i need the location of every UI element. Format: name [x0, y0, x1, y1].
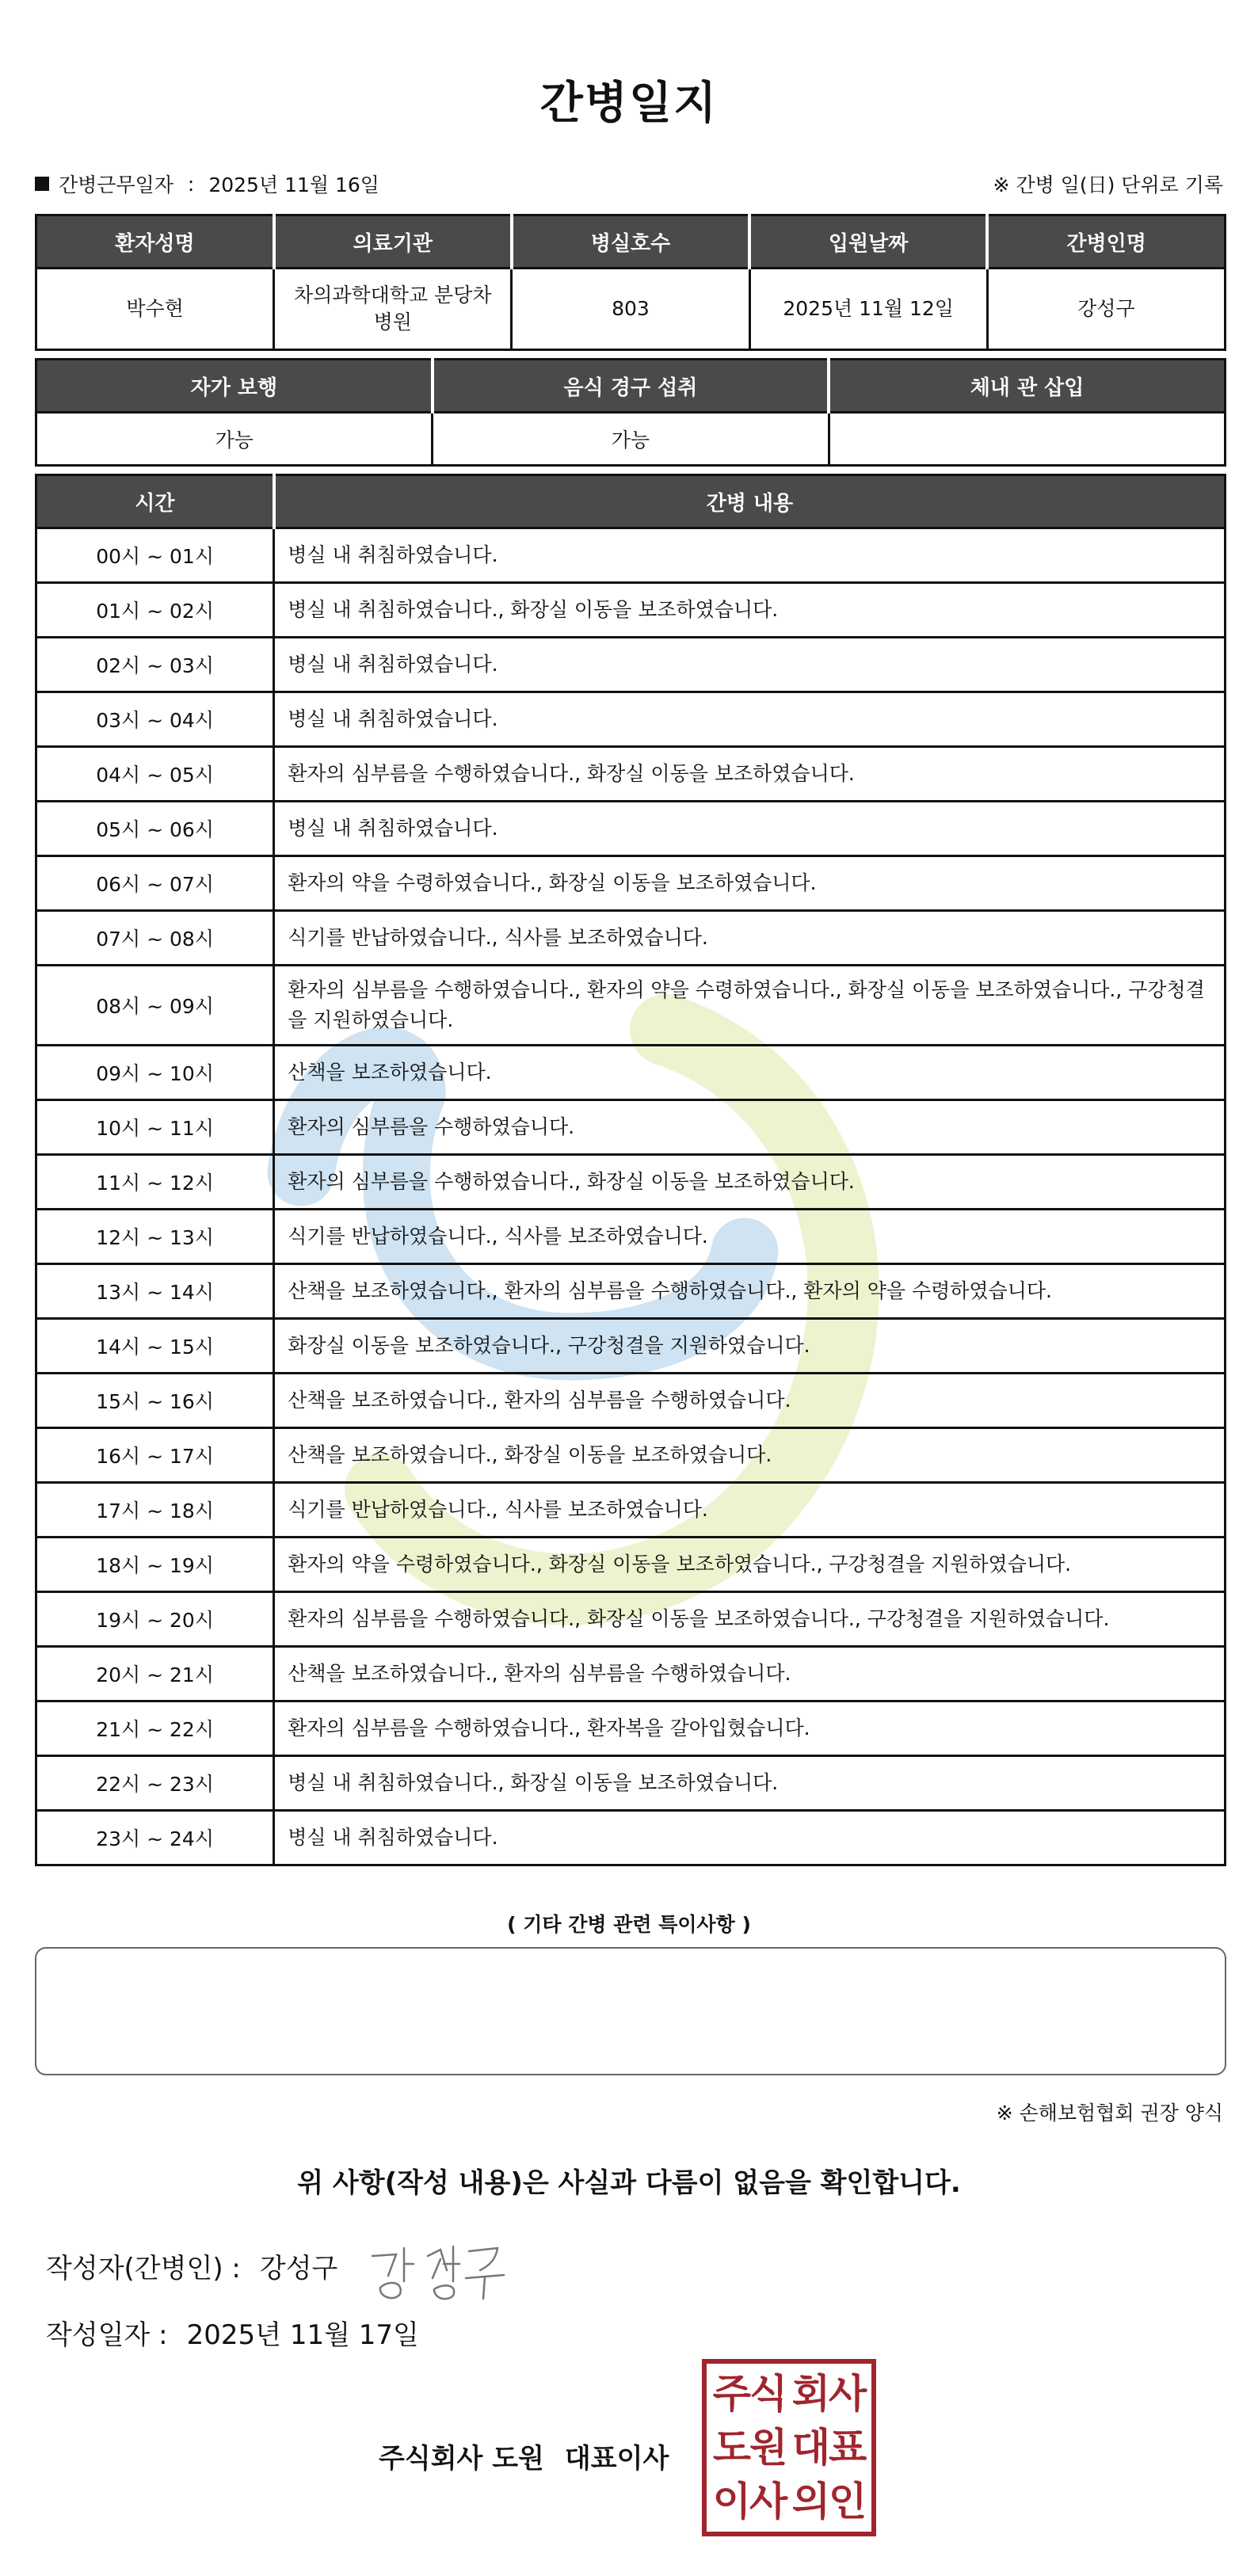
header-tube-insertion: 체내 관 삽입: [829, 360, 1225, 413]
write-date-value: 2025년 11월 17일: [186, 2319, 419, 2351]
log-time-cell: 00시 ~ 01시: [36, 528, 274, 583]
seal-char: 회사: [791, 2371, 866, 2417]
company-representative-title: 대표이사: [564, 2443, 669, 2475]
log-time-cell: 04시 ~ 05시: [36, 747, 274, 802]
care-log-table: [35, 474, 1226, 1866]
header-patient-name: 환자성명: [36, 215, 274, 269]
log-time-cell: 12시 ~ 13시: [36, 1210, 274, 1264]
log-time-cell: 21시 ~ 22시: [36, 1701, 274, 1756]
work-date-group: [35, 170, 379, 198]
log-content-cell: 환자의 약을 수령하였습니다., 화장실 이동을 보조하였습니다.: [274, 856, 1226, 911]
care-log-row: [36, 1100, 1226, 1155]
company-line: [379, 2437, 669, 2475]
log-time-cell: 15시 ~ 16시: [36, 1374, 274, 1428]
care-log-row: [36, 1701, 1226, 1756]
care-log-row: [36, 692, 1226, 747]
care-log-row: [36, 856, 1226, 911]
header-hospital: 의료기관: [274, 215, 512, 269]
notes-box[interactable]: [35, 1947, 1226, 2075]
log-time-cell: 13시 ~ 14시: [36, 1264, 274, 1319]
care-log-row: [36, 802, 1226, 856]
meta-row: [35, 170, 1223, 201]
header-care-content: 간병 내용: [274, 475, 1226, 528]
log-content-cell: 환자의 심부름을 수행하였습니다.: [274, 1100, 1226, 1155]
log-time-cell: 14시 ~ 15시: [36, 1319, 274, 1374]
log-time-cell: 01시 ~ 02시: [36, 583, 274, 638]
care-log-row: [36, 1264, 1226, 1319]
seal-char: 대표: [791, 2425, 866, 2471]
log-content-cell: 식기를 반납하였습니다., 식사를 보조하였습니다.: [274, 1210, 1226, 1264]
header-admission-date: 입원날짜: [749, 215, 987, 269]
care-log-body: [36, 528, 1226, 1865]
care-log-row: [36, 1374, 1226, 1428]
log-content-cell: 식기를 반납하였습니다., 식사를 보조하였습니다.: [274, 1483, 1226, 1538]
log-content-cell: 병실 내 취침하였습니다.: [274, 802, 1226, 856]
unit-note: ※ 간병 일(日) 단위로 기록: [993, 173, 1223, 196]
log-content-cell: 산책을 보조하였습니다., 환자의 심부름을 수행하였습니다.: [274, 1647, 1226, 1701]
seal-char: 도원: [712, 2425, 787, 2471]
log-time-cell: 22시 ~ 23시: [36, 1756, 274, 1811]
log-time-cell: 20시 ~ 21시: [36, 1647, 274, 1701]
seal-char: 주식: [712, 2371, 787, 2417]
work-date-separator: :: [187, 172, 195, 196]
log-content-cell: 병실 내 취침하였습니다., 화장실 이동을 보조하였습니다.: [274, 1756, 1226, 1811]
log-content-cell: 병실 내 취침하였습니다., 화장실 이동을 보조하였습니다.: [274, 583, 1226, 638]
log-content-cell: 환자의 심부름을 수행하였습니다., 화장실 이동을 보조하였습니다.: [274, 1155, 1226, 1210]
care-log-row: [36, 1210, 1226, 1264]
care-log-row: [36, 911, 1226, 966]
seal-char: 의인: [791, 2479, 866, 2525]
patient-name: 박수현: [36, 269, 274, 350]
log-time-cell: 23시 ~ 24시: [36, 1811, 274, 1865]
ability-header-row: [36, 360, 1226, 413]
log-time-cell: 17시 ~ 18시: [36, 1483, 274, 1538]
patient-info-table: [35, 214, 1226, 351]
log-time-cell: 02시 ~ 03시: [36, 638, 274, 692]
care-log-row: [36, 1428, 1226, 1483]
care-log-row: [36, 966, 1226, 1046]
insurance-note: ※ 손해보험협회 권장 양식: [996, 2102, 1223, 2124]
log-content-cell: 환자의 심부름을 수행하였습니다., 환자복을 갈아입혔습니다.: [274, 1701, 1226, 1756]
caregiver-name: 강성구: [987, 269, 1225, 350]
log-time-cell: 11시 ~ 12시: [36, 1155, 274, 1210]
log-content-cell: 병실 내 취침하였습니다.: [274, 1811, 1226, 1865]
log-time-cell: 06시 ~ 07시: [36, 856, 274, 911]
log-time-cell: 08시 ~ 09시: [36, 966, 274, 1046]
handwritten-signature: [364, 2232, 523, 2304]
care-log-row: [36, 747, 1226, 802]
writer-label: 작성자(간병인) :: [46, 2253, 241, 2284]
work-date-label: 간병근무일자: [59, 173, 173, 196]
patient-info-value-row: [36, 269, 1226, 350]
header-caregiver-name: 간병인명: [987, 215, 1225, 269]
care-log-row: [36, 1811, 1226, 1865]
header-time: 시간: [36, 475, 274, 528]
log-content-cell: 환자의 심부름을 수행하였습니다., 환자의 약을 수령하였습니다., 화장실 이동을 보조하였습니다., 구강청결을 지원하였습니다.: [274, 966, 1226, 1046]
notes-title: ( 기타 간병 관련 특이사항 ): [507, 1913, 751, 1936]
log-content-cell: 병실 내 취침하였습니다.: [274, 528, 1226, 583]
care-log-row: [36, 1647, 1226, 1701]
log-content-cell: 병실 내 취침하였습니다.: [274, 638, 1226, 692]
log-content-cell: 화장실 이동을 보조하였습니다., 구강청결을 지원하였습니다.: [274, 1319, 1226, 1374]
care-log-row: [36, 583, 1226, 638]
care-log-row: [36, 1592, 1226, 1647]
log-content-cell: 식기를 반납하였습니다., 식사를 보조하였습니다.: [274, 911, 1226, 966]
log-content-cell: 산책을 보조하였습니다.: [274, 1046, 1226, 1100]
write-date-label: 작성일자 :: [46, 2319, 168, 2351]
writer-line: [46, 2246, 337, 2285]
log-content-cell: 산책을 보조하였습니다., 환자의 심부름을 수행하였습니다.: [274, 1374, 1226, 1428]
care-log-row: [36, 1538, 1226, 1592]
admission-date: 2025년 11월 12일: [749, 269, 987, 350]
patient-ability-table: [35, 358, 1226, 467]
care-log-header-row: [36, 475, 1226, 528]
log-content-cell: 환자의 약을 수령하였습니다., 화장실 이동을 보조하였습니다., 구강청결을 지원하였습니다.: [274, 1538, 1226, 1592]
seal-char: 이사: [712, 2479, 787, 2525]
log-time-cell: 10시 ~ 11시: [36, 1100, 274, 1155]
log-time-cell: 18시 ~ 19시: [36, 1538, 274, 1592]
page-title: 간병일지: [539, 78, 719, 129]
header-room-number: 병실호수: [512, 215, 749, 269]
log-content-cell: 환자의 심부름을 수행하였습니다., 화장실 이동을 보조하였습니다.: [274, 747, 1226, 802]
company-name: 주식회사 도원: [379, 2443, 544, 2475]
log-content-cell: 산책을 보조하였습니다., 환자의 심부름을 수행하였습니다., 환자의 약을 수령하였습니다.: [274, 1264, 1226, 1319]
header-self-walking: 자가 보행: [36, 360, 433, 413]
care-log-row: [36, 1756, 1226, 1811]
square-bullet-icon: [35, 177, 49, 191]
log-time-cell: 16시 ~ 17시: [36, 1428, 274, 1483]
self-walking-value: 가능: [36, 413, 433, 466]
log-time-cell: 19시 ~ 20시: [36, 1592, 274, 1647]
tube-insertion-value: [829, 413, 1225, 466]
log-time-cell: 03시 ~ 04시: [36, 692, 274, 747]
company-seal-stamp: [702, 2359, 876, 2536]
log-content-cell: 병실 내 취침하였습니다.: [274, 692, 1226, 747]
confirmation-statement: 위 사항(작성 내용)은 사실과 다름이 없음을 확인합니다.: [297, 2167, 961, 2199]
care-log-row: [36, 1483, 1226, 1538]
care-log-row: [36, 528, 1226, 583]
log-time-cell: 05시 ~ 06시: [36, 802, 274, 856]
log-time-cell: 07시 ~ 08시: [36, 911, 274, 966]
log-content-cell: 산책을 보조하였습니다., 화장실 이동을 보조하였습니다.: [274, 1428, 1226, 1483]
ability-value-row: [36, 413, 1226, 466]
care-log-row: [36, 1319, 1226, 1374]
care-log-row: [36, 638, 1226, 692]
write-date-line: [46, 2313, 419, 2352]
log-time-cell: 09시 ~ 10시: [36, 1046, 274, 1100]
log-content-cell: 환자의 심부름을 수행하였습니다., 화장실 이동을 보조하였습니다., 구강청결을 지원하였습니다.: [274, 1592, 1226, 1647]
header-oral-intake: 음식 경구 섭취: [433, 360, 829, 413]
work-date-value: 2025년 11월 16일: [208, 173, 379, 196]
care-log-row: [36, 1155, 1226, 1210]
oral-intake-value: 가능: [433, 413, 829, 466]
room-number: 803: [512, 269, 749, 350]
writer-name: 강성구: [259, 2253, 338, 2284]
patient-info-header-row: [36, 215, 1226, 269]
care-log-row: [36, 1046, 1226, 1100]
hospital-name: 차의과학대학교 분당차병원: [274, 269, 512, 350]
